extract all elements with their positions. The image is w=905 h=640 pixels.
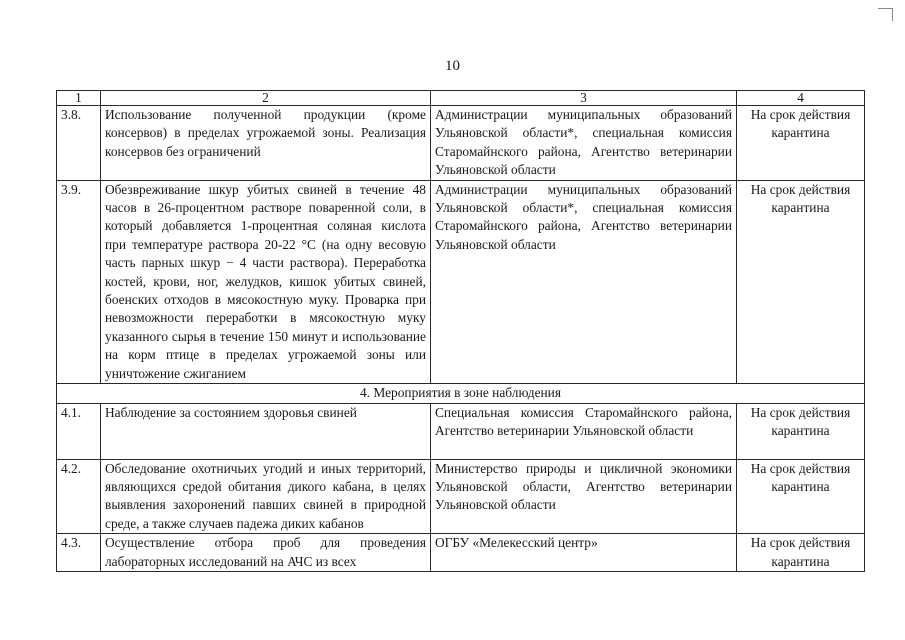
table-row xyxy=(57,534,865,572)
responsible-cell: Специальная комиссия Старомайнского района, Агентство ветеринарии Ульяновской области xyxy=(431,403,737,459)
term-cell: На срок действия карантина xyxy=(737,106,865,181)
term-cell: На срок действия карантина xyxy=(737,403,865,459)
page-corner-mark xyxy=(878,8,893,21)
row-number: 4.1. xyxy=(57,403,101,459)
table-row xyxy=(57,403,865,459)
measure-cell: Использование полученной продукции (кроме консервов) в пределах угрожаемой зоны. Реализация консервов без ограничений xyxy=(101,106,431,181)
measures-table xyxy=(56,90,865,572)
header-cell-3: 3 xyxy=(431,91,737,106)
table-row xyxy=(57,180,865,383)
responsible-cell: Министерство природы и цикличной экономики Ульяновской области, Агентство ветеринарии Ульяновской области xyxy=(431,459,737,534)
row-number: 4.2. xyxy=(57,459,101,534)
responsible-cell: Администрации муниципальных образований Ульяновской области*, специальная комиссия Старомайнского района, Агентство ветеринарии Ульяновской области xyxy=(431,180,737,383)
header-cell-1: 1 xyxy=(57,91,101,106)
measure-cell: Осуществление отбора проб для проведения лабораторных исследований на АЧС из всех xyxy=(101,534,431,572)
header-cell-2: 2 xyxy=(101,91,431,106)
measure-cell: Обследование охотничьих угодий и иных территорий, являющихся средой обитания дикого кабана, в целях выявления захоронений павших свиней в природной среде, а также случаев падежа диких кабанов xyxy=(101,459,431,534)
term-cell: На срок действия карантина xyxy=(737,459,865,534)
term-cell: На срок действия карантина xyxy=(737,534,865,572)
table-row xyxy=(57,106,865,181)
responsible-cell: Администрации муниципальных образований Ульяновской области*, специальная комиссия Старомайнского района, Агентство ветеринарии Ульяновской области xyxy=(431,106,737,181)
row-number: 3.9. xyxy=(57,180,101,383)
measure-cell: Обезвреживание шкур убитых свиней в течение 48 часов в 26-процентном растворе поваренной соли, в который добавляется 1-процентная соляная кислота при температуре раствора 20-22 °С (на одну весовую часть парных шкур − 4 части раствора). Переработка костей, крови, ног, желудков, кишок убитых свиней, боенских отходов в мясокостную муку. Проварка при невозможности переработки в мясокостную муку указанного сырья в течение 150 минут и использование на корм птице в пределах угрожаемой зоны или уничтожение сжиганием xyxy=(101,180,431,383)
table-row xyxy=(57,459,865,534)
term-cell: На срок действия карантина xyxy=(737,180,865,383)
responsible-cell: ОГБУ «Мелекесский центр» xyxy=(431,534,737,572)
section-heading: 4. Мероприятия в зоне наблюдения xyxy=(57,384,865,403)
row-number: 4.3. xyxy=(57,534,101,572)
header-cell-4: 4 xyxy=(737,91,865,106)
page-number: 10 xyxy=(445,58,460,74)
measure-cell: Наблюдение за состоянием здоровья свиней xyxy=(101,403,431,459)
row-number: 3.8. xyxy=(57,106,101,181)
section-row xyxy=(57,384,865,403)
table-header-row xyxy=(57,91,865,106)
